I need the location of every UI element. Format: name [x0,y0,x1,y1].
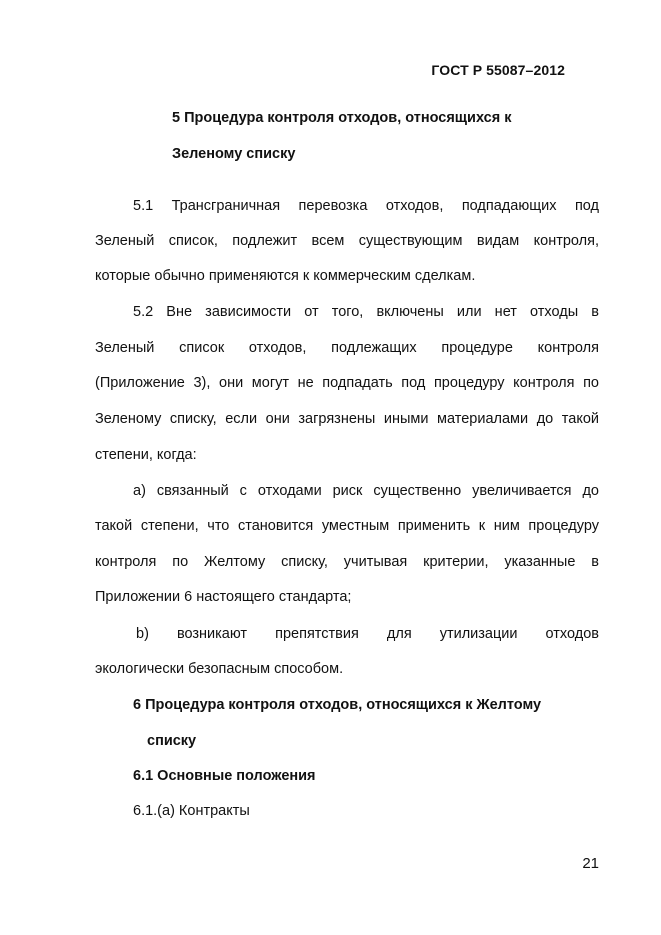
section-5-title-line1: 5 Процедура контроля отходов, относящихся к [172,110,512,126]
item-a-line: Приложении 6 настоящего стандарта; [95,589,352,605]
paragraph-5-2-line: 5.2 Вне зависимости от того, включены или нет отходы в [133,304,599,320]
paragraph-5-1-line: 5.1 Трансграничная перевозка отходов, подпадающих под [133,198,599,214]
section-5-title-line2: Зеленому списку [172,146,296,162]
document-code: ГОСТ Р 55087–2012 [431,62,565,78]
paragraph-5-1-line: которые обычно применяются к коммерческим сделкам. [95,268,476,284]
paragraph-5-2-line: степени, когда: [95,447,197,463]
section-6-title-line1: 6 Процедура контроля отходов, относящихся к Желтому [133,697,542,713]
subsection-6-1-title: 6.1 Основные положения [133,768,316,784]
item-a-line: контроля по Желтому списку, учитывая критерии, указанные в [95,554,599,570]
item-a-line: а) связанный с отходами риск существенно увеличивается до [133,483,599,499]
item-b-line: b) возникают препятствия для утилизации отходов [136,626,599,642]
page-number: 21 [582,855,599,872]
paragraph-5-2-line: (Приложение 3), они могут не подпадать под процедуру контроля по [95,375,599,391]
item-b-line: экологически безопасным способом. [95,661,344,677]
item-a-line: такой степени, что становится уместным применить к ним процедуру [95,518,599,534]
paragraph-5-2-line: Зеленому списку, если они загрязнены иными материалами до такой [95,411,599,427]
paragraph-5-1-line: Зеленый список, подлежит всем существующим видам контроля, [95,233,599,249]
item-6-1-a: 6.1.(а) Контракты [133,803,250,819]
section-6-title-line2: списку [147,733,197,749]
paragraph-5-2-line: Зеленый список отходов, подлежащих процедуре контроля [95,340,599,356]
